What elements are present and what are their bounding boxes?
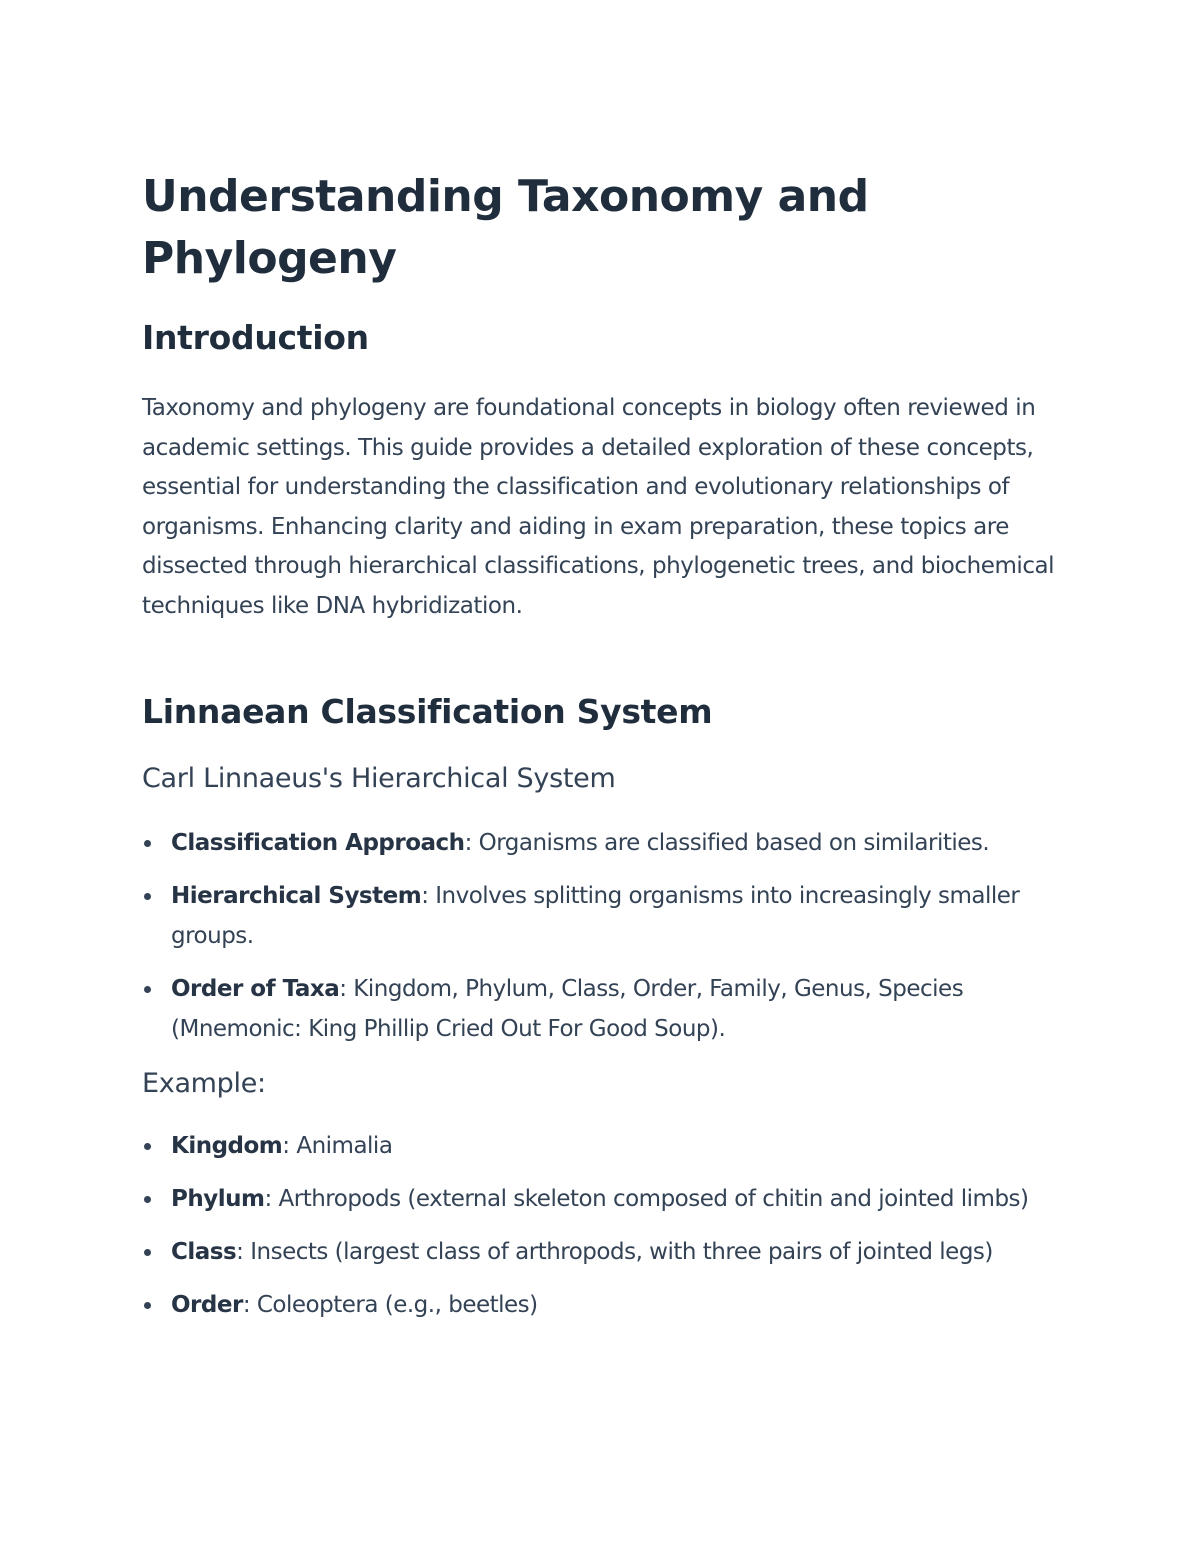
list-item [142, 1232, 1082, 1272]
list-item [142, 823, 1082, 863]
list-item-text: : Arthropods (external skeleton composed of chitin and jointed limbs) [264, 1186, 1029, 1212]
list-item-text: : Kingdom, Phylum, Class, Order, Family, Genus, Species (Mnemonic: King Phillip Cried Out For Good Soup). [171, 976, 964, 1042]
list-item-text: : Involves splitting organisms into increasingly smaller groups. [171, 883, 1020, 949]
list-item [142, 969, 1082, 1049]
list-item [142, 1126, 1082, 1166]
list-item-text: : Coleoptera (e.g., beetles) [242, 1292, 538, 1318]
page-title: Understanding Taxonomy and Phylogeny [142, 171, 869, 284]
linnaeus-subheading: Carl Linnaeus's Hierarchical System [142, 763, 616, 794]
list-item-term: Classification Approach [171, 830, 465, 856]
list-item-term: Hierarchical System [171, 883, 422, 909]
classification-list [142, 823, 1082, 1062]
introduction-paragraph: Taxonomy and phylogeny are foundational concepts in biology often reviewed in academic settings. This guide provides a detailed exploration of these concepts, essential for understanding the classification and evolutionary relationships of organisms. Enhancing clarity and aiding in exam preparation, these topics are dissected through hierarchical classifications, phylogenetic trees, and biochemical techniques like DNA hybridization. [142, 395, 1055, 619]
list-item [142, 1285, 1082, 1325]
list-item-text: : Animalia [282, 1133, 393, 1159]
list-item-term: Phylum [171, 1186, 265, 1212]
list-item [142, 1179, 1082, 1219]
list-item-term: Class [171, 1239, 237, 1265]
introduction-heading: Introduction [142, 318, 369, 357]
list-item [142, 876, 1082, 956]
example-heading: Example: [142, 1068, 266, 1099]
example-list [142, 1126, 1082, 1338]
list-item-text: : Insects (largest class of arthropods, with three pairs of jointed legs) [236, 1239, 993, 1265]
list-item-text: : Organisms are classified based on similarities. [464, 830, 990, 856]
linnaean-heading: Linnaean Classification System [142, 692, 713, 731]
list-item-term: Kingdom [171, 1133, 283, 1159]
list-item-term: Order [171, 1292, 243, 1318]
list-item-term: Order of Taxa [171, 976, 340, 1002]
